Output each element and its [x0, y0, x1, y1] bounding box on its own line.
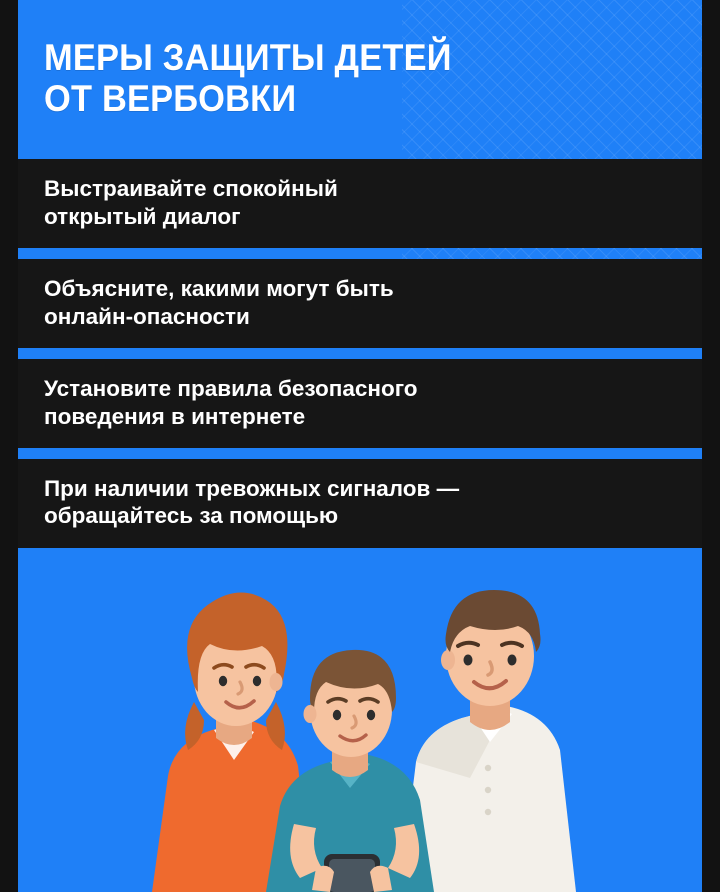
- tips-list: [18, 159, 702, 548]
- page-title-line-2: ОТ ВЕРБОВКИ: [44, 77, 297, 119]
- tip-line-2: поведения в интернете: [44, 403, 306, 429]
- tip-line-2: онлайн-опасности: [44, 303, 250, 329]
- list-item: [18, 359, 702, 448]
- page-title-line-1: МЕРЫ ЗАЩИТЫ ДЕТЕЙ: [44, 37, 452, 78]
- family-with-smartphone-illustration: [18, 562, 702, 892]
- list-item: [18, 159, 702, 248]
- list-item: [18, 259, 702, 348]
- tip-line-1: Установите правила безопасного: [44, 376, 418, 402]
- tip-line-2: обращайтесь за помощью: [44, 503, 339, 529]
- left-edge-bar: [0, 0, 18, 892]
- poster-canvas: [18, 0, 702, 892]
- tip-line-1: Объясните, какими могут быть: [44, 276, 394, 302]
- tip-line-1: При наличии тревожных сигналов —: [44, 476, 460, 501]
- page-title: [18, 0, 654, 119]
- list-item: [18, 459, 702, 548]
- tip-line-2: открытый диалог: [44, 203, 241, 229]
- tip-line-1: Выстраивайте спокойный: [44, 176, 338, 202]
- right-edge-bar: [702, 0, 720, 892]
